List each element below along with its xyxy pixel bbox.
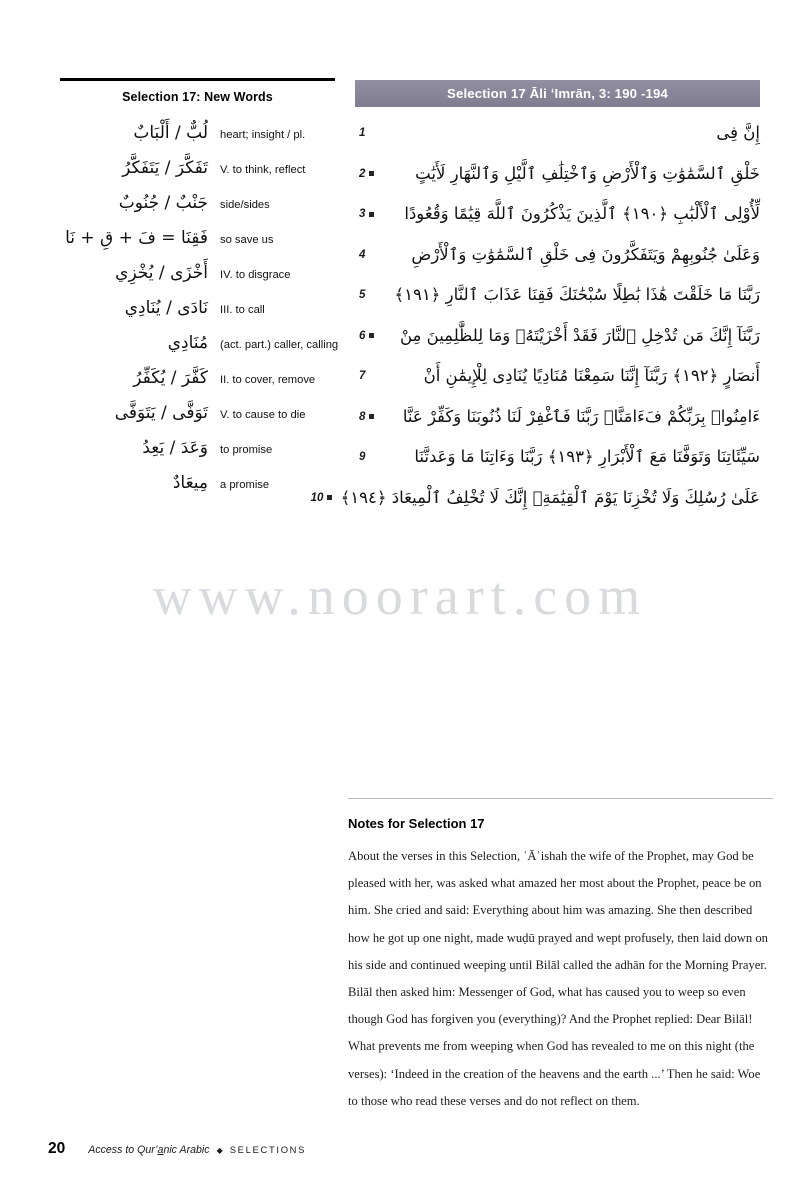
verse-line-number: 8: [359, 410, 366, 423]
vocabulary-row: [60, 260, 335, 291]
vocabulary-row: [60, 400, 335, 431]
vocabulary-row: [60, 120, 335, 151]
vocabulary-arabic-term: مِيعَادٌ: [172, 473, 208, 493]
verse-line: [355, 194, 760, 235]
verse-line: [355, 437, 760, 478]
verse-line-number-group: [355, 168, 389, 180]
verse-line-number-group: [307, 492, 341, 504]
verse-line-number: 7: [359, 370, 366, 383]
verse-line-number-group: [355, 370, 389, 382]
footer-section-label: SELECTIONS: [229, 1144, 307, 1155]
verse-marker-square-icon: [369, 171, 374, 176]
verse-line-number: 9: [359, 451, 366, 464]
verse-line-number: 10: [310, 491, 324, 504]
verse-arabic-text: رَبَّنَا مَا خَلَقْتَ هَٰذَا بَٰطِلًا سُبْحَٰنَكَ فَقِنَا عَذَابَ ٱلنَّارِ ﴿١٩١﴾: [394, 285, 760, 305]
verse-line: [355, 316, 760, 357]
vocabulary-title: Selection 17: New Words: [122, 90, 273, 104]
verse-line: [355, 235, 760, 276]
verse-arabic-text: رَبَّنَآ إِنَّكَ مَن تُدْخِلِ ٱلنَّارَ فَقَدْ أَخْزَيْتَهُۖ وَمَا لِلظَّٰلِمِينَ مِنْ: [399, 325, 760, 345]
vocabulary-arabic-term: كَفَّرَ / يُكَفِّرُ: [133, 368, 208, 388]
verse-marker-square-icon: [327, 495, 332, 500]
vocabulary-row: [60, 365, 335, 396]
verse-line-number-group: [355, 249, 389, 261]
verse-arabic-text: سَيِّئَاتِنَا وَتَوَفَّنَا مَعَ ٱلْأَبْرَارِ ﴿١٩٣﴾ رَبَّنَا وَءَاتِنَا مَا وَعَدتَّنَا: [414, 447, 760, 467]
vocabulary-arabic-term: نَادَى / يُنَادِي: [124, 298, 208, 318]
verse-line-number: 5: [359, 289, 366, 302]
verse-arabic-text: لِّأُوْلِى ٱلْأَلْبَٰبِ ﴿١٩٠﴾ ٱلَّذِينَ يَذْكُرُونَ ٱللَّهَ قِيَٰمًا وَقُعُودًا: [404, 204, 760, 224]
vocabulary-row: [60, 435, 335, 466]
verse-arabic-text: إِنَّ فِى: [716, 123, 760, 143]
vocabulary-arabic-term: وَعَدَ / يَعِدُ: [142, 438, 208, 458]
vocabulary-arabic-term: لُبٌّ / أَلْبَابٌ: [133, 123, 208, 143]
vocabulary-arabic-term: أَخْزَى / يُخْزِي: [115, 263, 208, 283]
verse-line: [355, 397, 760, 438]
site-watermark: www.noorart.com: [152, 566, 648, 626]
vocabulary-list: [60, 120, 339, 501]
notes-top-rule: [348, 798, 773, 799]
verse-arabic-text: وَعَلَىٰ جُنُوبِهِمْ وَيَتَفَكَّرُونَ فِى خَلْقِ ٱلسَّمَٰوَٰتِ وَٱلْأَرْضِ: [411, 244, 760, 264]
vocabulary-row: [60, 225, 335, 256]
footer-diamond-icon: ◆: [216, 1146, 223, 1155]
passage-column: [310, 80, 760, 518]
verse-line-number: 1: [359, 127, 366, 140]
verse-line: [355, 356, 760, 397]
vocabulary-row: [60, 190, 335, 221]
verse-marker-square-icon: [369, 333, 374, 338]
vocabulary-english-gloss: (act. part.) caller, calling: [220, 339, 339, 351]
verse-line: [310, 478, 760, 519]
vocabulary-english-gloss: side/sides: [220, 199, 270, 211]
vocabulary-row: [60, 155, 335, 186]
vocabulary-english-gloss: IV. to disgrace: [220, 269, 291, 281]
verse-line: [355, 154, 760, 195]
passage-header-label: Selection 17 Āli ʻImrān, 3: 190 -194: [447, 86, 668, 101]
vocabulary-top-rule: [60, 78, 335, 81]
verse-line-number-group: [355, 289, 389, 301]
vocabulary-english-gloss: II. to cover, remove: [220, 374, 316, 386]
verse-line: [355, 275, 760, 316]
verse-line-number: 6: [359, 329, 366, 342]
vocabulary-row: [60, 330, 339, 361]
vocabulary-english-gloss: III. to call: [220, 304, 265, 316]
vocabulary-column: [60, 78, 339, 505]
vocabulary-row: [60, 295, 335, 326]
verse-marker-square-icon: [369, 212, 374, 217]
passage-header-bar: [355, 80, 760, 107]
vocabulary-arabic-term: مُنَادِي: [167, 333, 208, 353]
vocabulary-arabic-term: جَنْبٌ / جُنُوبٌ: [118, 193, 208, 213]
page-footer: [48, 1140, 306, 1158]
vocabulary-arabic-term: تَوَفَّى / يَتَوَفَّى: [114, 403, 208, 423]
footer-page-number: 20: [48, 1140, 66, 1157]
footer-book-title: Access to Qur’anic Arabic: [88, 1144, 210, 1156]
verse-arabic-text: خَلْقِ ٱلسَّمَٰوَٰتِ وَٱلْأَرْضِ وَٱخْتِلَٰفِ ٱلَّيْلِ وَٱلنَّهَارِ لَأَيَٰتٍ: [415, 163, 760, 183]
verse-line-number-group: [355, 451, 389, 463]
verse-line-number: 4: [359, 248, 366, 261]
vocabulary-english-gloss: to promise: [220, 444, 273, 456]
verse-list: [310, 113, 760, 518]
vocabulary-english-gloss: heart; insight / pl.: [220, 129, 306, 141]
vocabulary-english-gloss: V. to think, reflect: [220, 164, 306, 176]
verse-line-number-group: [355, 411, 389, 423]
notes-title: Notes for Selection 17: [348, 816, 485, 831]
vocabulary-row: [60, 470, 335, 501]
verse-line-number-group: [355, 330, 389, 342]
verse-marker-square-icon: [369, 414, 374, 419]
verse-arabic-text: عَلَىٰ رُسُلِكَ وَلَا تُخْزِنَا يَوْمَ ٱلْقِيَٰمَةِۗ إِنَّكَ لَا تُخْلِفُ ٱلْمِيعَادَ ﴿١٩٤﴾: [340, 487, 760, 507]
verse-line-number: 2: [359, 167, 366, 180]
notes-body-text: About the verses in this Selection, ʿĀʾishah the wife of the Prophet, may God be pleased with her, was asked what amazed her most about the Prophet, peace be on him. She cried and said: Everything about him was amazing. She then described how he got up one night, made wuḍū prayed and wept profusely, then laid down on his side and continued weeping until Bilāl called the adhān for the Morning Prayer. Bilāl then asked him: Messenger of God, what has caused you to weep so even though God has forgiven you (everything)? And the Prophet replied: Dear Bilāl! What prevents me from weeping when God has revealed to me on this night (the verses): ‘Indeed in the creation of the heavens and the earth ...’ Then he said: Woe to those who read these verses and do not reflect on them.: [348, 849, 768, 1108]
notes-section: [348, 798, 773, 1115]
vocabulary-english-gloss: a promise: [220, 479, 270, 491]
verse-line-number: 3: [359, 208, 366, 221]
vocabulary-english-gloss: so save us: [220, 234, 274, 246]
verse-line-number-group: [355, 127, 389, 139]
vocabulary-arabic-term: تَفَكَّرَ / يَتَفَكَّرُ: [122, 158, 208, 178]
vocabulary-arabic-term: فَقِنَا = فَ + قِ + نَا: [65, 228, 208, 248]
verse-line-number-group: [355, 208, 389, 220]
verse-arabic-text: ءَامِنُوا۟ بِرَبِّكُمْ فَءَامَنَّاۚ رَبَّنَا فَٱغْفِرْ لَنَا ذُنُوبَنَا وَكَفِّرْ عَنَّا: [402, 406, 760, 426]
verse-arabic-text: أَنصَارٍ ﴿١٩٢﴾ رَبَّنَآ إِنَّنَا سَمِعْنَا مُنَادِيًا يُنَادِى لِلْإِيمَٰنِ أَنْ: [423, 366, 760, 386]
verse-line: [355, 113, 760, 154]
vocabulary-english-gloss: V. to cause to die: [220, 409, 306, 421]
